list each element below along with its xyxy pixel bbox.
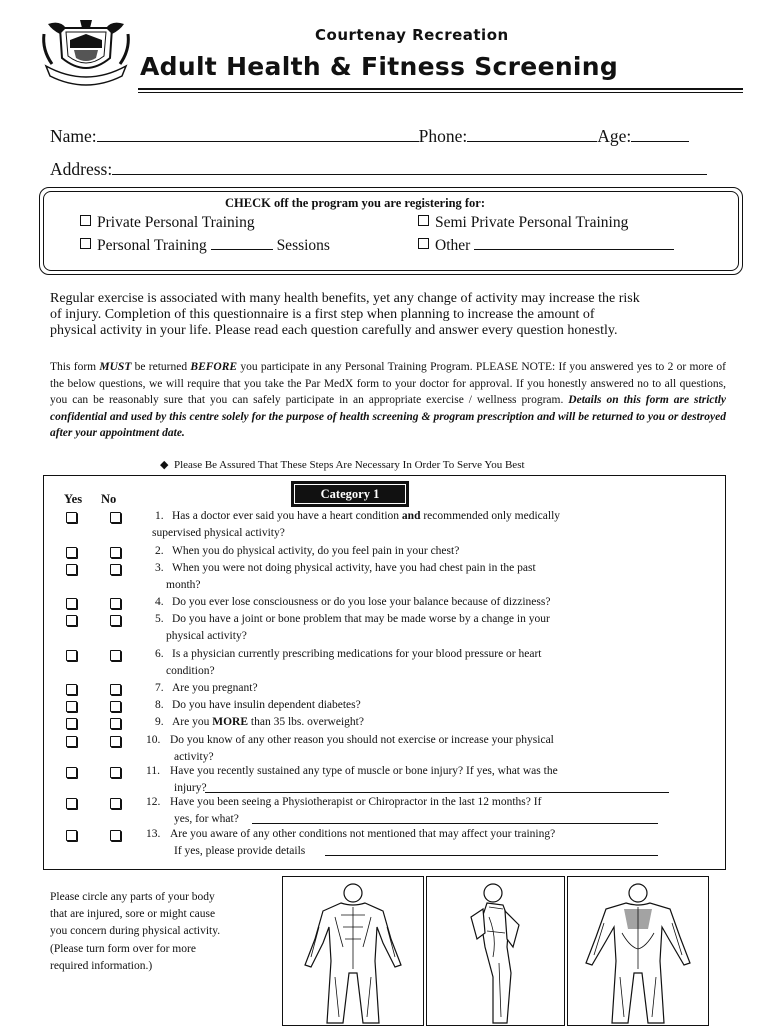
checkbox[interactable] bbox=[418, 215, 429, 226]
checkbox[interactable] bbox=[80, 215, 91, 226]
no-checkbox[interactable] bbox=[110, 650, 121, 661]
yes-checkbox[interactable] bbox=[66, 736, 77, 747]
body-circle-instructions: Please circle any parts of your body that are injured, sore or might cause you concern during physical activity. (Please turn form over for more required information.) bbox=[50, 891, 221, 972]
no-checkbox[interactable] bbox=[110, 798, 121, 809]
phone-field[interactable] bbox=[467, 127, 597, 142]
checkbox[interactable] bbox=[80, 238, 91, 249]
question-number: 12. bbox=[146, 796, 161, 808]
option-label: Personal Training bbox=[97, 237, 207, 254]
question-number: 6. bbox=[155, 648, 164, 660]
option-private-personal-training[interactable] bbox=[80, 214, 255, 232]
question-number: 13. bbox=[146, 828, 161, 840]
answer-line[interactable] bbox=[252, 823, 658, 824]
name-field[interactable] bbox=[97, 127, 419, 142]
option-label: Private Personal Training bbox=[97, 214, 255, 231]
form-title: Adult Health & Fitness Screening bbox=[140, 52, 619, 81]
question-number: 3. bbox=[155, 562, 164, 574]
answer-line[interactable] bbox=[205, 792, 669, 793]
option-label: Other bbox=[435, 237, 471, 254]
address-label: Address: bbox=[50, 159, 113, 179]
yes-checkbox[interactable] bbox=[66, 830, 77, 841]
yes-checkbox[interactable] bbox=[66, 701, 77, 712]
no-checkbox[interactable] bbox=[110, 767, 121, 778]
question-number: 10. bbox=[146, 734, 161, 746]
question-number: 7. bbox=[155, 682, 164, 694]
yes-checkbox[interactable] bbox=[66, 798, 77, 809]
address-field[interactable] bbox=[112, 160, 707, 175]
question-text: Are you MORE than 35 lbs. overweight? bbox=[172, 716, 364, 728]
question-text: When you were not doing physical activity, have you had chest pain in the past month? bbox=[166, 562, 536, 591]
no-checkbox[interactable] bbox=[110, 701, 121, 712]
yes-checkbox[interactable] bbox=[66, 598, 77, 609]
yes-checkbox[interactable] bbox=[66, 718, 77, 729]
option-personal-training-sessions[interactable] bbox=[80, 235, 330, 255]
title-divider-thin bbox=[138, 92, 743, 93]
yes-checkbox[interactable] bbox=[66, 684, 77, 695]
no-checkbox[interactable] bbox=[110, 684, 121, 695]
option-other[interactable] bbox=[418, 235, 674, 255]
no-checkbox[interactable] bbox=[110, 547, 121, 558]
age-label: Age: bbox=[597, 126, 632, 146]
diamond-bullet-icon: ◆ bbox=[160, 459, 169, 471]
no-checkbox[interactable] bbox=[110, 830, 121, 841]
question-text: Are you pregnant? bbox=[172, 682, 258, 694]
sessions-count-field[interactable] bbox=[211, 235, 273, 250]
no-checkbox[interactable] bbox=[110, 564, 121, 575]
question-number: 4. bbox=[155, 596, 164, 608]
organization-name: Courtenay Recreation bbox=[315, 26, 509, 44]
sessions-label: Sessions bbox=[276, 237, 330, 254]
question-text: Do you ever lose consciousness or do you lose your balance because of dizziness? bbox=[172, 596, 551, 608]
question-text: Do you know of any other reason you should not exercise or increase your physical activity? bbox=[170, 734, 554, 763]
question-text: When you do physical activity, do you feel pain in your chest? bbox=[172, 545, 460, 557]
name-phone-age-row bbox=[50, 126, 689, 147]
yes-checkbox[interactable] bbox=[66, 650, 77, 661]
no-checkbox[interactable] bbox=[110, 615, 121, 626]
question-number: 2. bbox=[155, 545, 164, 557]
no-checkbox[interactable] bbox=[110, 598, 121, 609]
question-number: 9. bbox=[155, 716, 164, 728]
yes-column-header: Yes bbox=[64, 492, 83, 506]
answer-line[interactable] bbox=[325, 855, 658, 856]
no-checkbox[interactable] bbox=[110, 718, 121, 729]
no-checkbox[interactable] bbox=[110, 512, 121, 523]
yes-checkbox[interactable] bbox=[66, 564, 77, 575]
question-text: Is a physician currently prescribing medications for your blood pressure or heart condition? bbox=[166, 648, 542, 677]
question-text: Do you have a joint or bone problem that may be made worse by a change in your physical activity? bbox=[166, 613, 550, 642]
question-text: Are you aware of any other conditions not mentioned that may affect your training? If yes, please provide details bbox=[170, 828, 556, 857]
anatomy-back-figure[interactable] bbox=[567, 876, 709, 1026]
registration-title: CHECK off the program you are registering for: bbox=[225, 196, 486, 210]
assurance-line: ◆ Please Be Assured That These Steps Are Necessary In Order To Serve You Best bbox=[160, 459, 525, 471]
intro-paragraph: Regular exercise is associated with many health benefits, yet any change of activity may increase the risk of injury. Completion of this questionnaire is a first step when planning to increase the amount of physical activity in your life. Please read each question carefully and answer every question honestly. bbox=[50, 291, 640, 338]
yes-checkbox[interactable] bbox=[66, 547, 77, 558]
checkbox[interactable] bbox=[418, 238, 429, 249]
question-number: 8. bbox=[155, 699, 164, 711]
phone-label: Phone: bbox=[418, 126, 468, 146]
no-column-header: No bbox=[101, 492, 117, 506]
confidentiality-statement: Details on this form are strictly confidential and used by this centre solely for the purpose of health screening & program prescription and will be returned to you or destroyed after your appointment date. bbox=[50, 394, 727, 439]
yes-checkbox[interactable] bbox=[66, 767, 77, 778]
other-program-field[interactable] bbox=[474, 235, 674, 250]
question-number: 1. bbox=[155, 510, 164, 522]
yes-checkbox[interactable] bbox=[66, 512, 77, 523]
title-divider bbox=[138, 88, 743, 90]
question-number: 11. bbox=[146, 765, 160, 777]
anatomy-front-figure[interactable] bbox=[282, 876, 424, 1026]
option-label: Semi Private Personal Training bbox=[435, 214, 629, 231]
anatomy-side-figure[interactable] bbox=[426, 876, 565, 1026]
age-field[interactable] bbox=[631, 127, 689, 142]
question-text: Do you have insulin dependent diabetes? bbox=[172, 699, 361, 711]
question-number: 5. bbox=[155, 613, 164, 625]
question-text: Have you recently sustained any type of muscle or bone injury? If yes, what was the injury? bbox=[170, 765, 558, 794]
yes-checkbox[interactable] bbox=[66, 615, 77, 626]
question-text: Have you been seeing a Physiotherapist or Chiropractor in the last 12 months? If yes, for what? bbox=[170, 796, 542, 825]
question-text: Has a doctor ever said you have a heart condition and recommended only medically supervised physical activity? bbox=[152, 510, 561, 539]
city-crest-logo bbox=[40, 18, 132, 90]
name-label: Name: bbox=[50, 126, 97, 146]
no-checkbox[interactable] bbox=[110, 736, 121, 747]
category-label: Category 1 bbox=[291, 481, 409, 507]
address-row bbox=[50, 159, 707, 180]
option-semi-private-personal-training[interactable] bbox=[418, 214, 628, 232]
notice-paragraph: This form MUST be returned BEFORE you participate in any Personal Training Program. PLEASE NOTE: If you answered yes to 2 or more of the below questions, we will require that you take the Par MedX form to your doctor for approval. If you honestly answered no to all questions, you can be reasonably sure that you can safely participate in an appropriate exercise / wellness program. Details on this form are strictly confidential and used by this centre solely for the purpose of health screening & program prescription and will be returned to you or destroyed after your appointment date. bbox=[50, 361, 727, 439]
